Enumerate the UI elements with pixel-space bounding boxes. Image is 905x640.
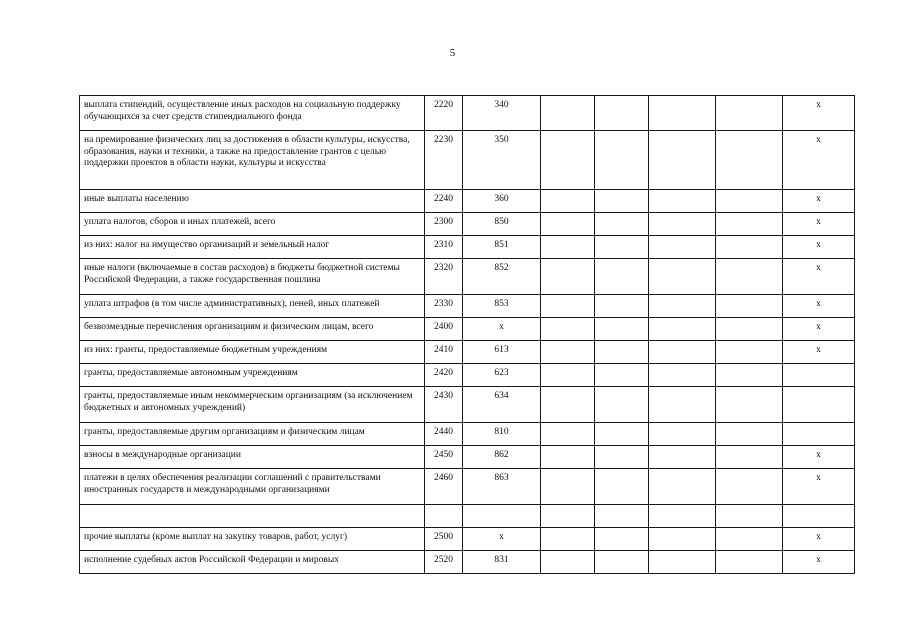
row-kosgu-cell: 634 bbox=[463, 387, 541, 423]
row-code-cell bbox=[425, 505, 463, 528]
row-empty-cell bbox=[541, 364, 595, 387]
row-empty-cell bbox=[649, 423, 716, 446]
row-name-cell: выплата стипендий, осуществление иных расходов на социальную поддержку обучающихся за счет средств стипендиального фонда bbox=[80, 96, 425, 131]
row-kosgu-cell: 831 bbox=[463, 551, 541, 574]
row-code-cell: 2220 bbox=[425, 96, 463, 131]
row-mark-cell: х bbox=[783, 318, 855, 341]
table-row bbox=[80, 236, 855, 259]
row-empty-cell bbox=[541, 505, 595, 528]
row-empty-cell bbox=[716, 236, 783, 259]
row-name-cell: из них: гранты, предоставляемые бюджетным учреждениям bbox=[80, 341, 425, 364]
row-name-cell: платежи в целях обеспечения реализации соглашений с правительствами иностранных государств и международными организациями bbox=[80, 469, 425, 505]
row-code-cell: 2400 bbox=[425, 318, 463, 341]
row-code-cell: 2310 bbox=[425, 236, 463, 259]
row-empty-cell bbox=[541, 551, 595, 574]
row-empty-cell bbox=[541, 295, 595, 318]
row-name-cell bbox=[80, 505, 425, 528]
table-row bbox=[80, 387, 855, 423]
row-mark-cell: х bbox=[783, 295, 855, 318]
row-kosgu-cell: 852 bbox=[463, 259, 541, 295]
row-empty-cell bbox=[595, 213, 649, 236]
table-row bbox=[80, 528, 855, 551]
row-empty-cell bbox=[541, 528, 595, 551]
row-code-cell: 2230 bbox=[425, 131, 463, 190]
row-kosgu-cell: 340 bbox=[463, 96, 541, 131]
row-empty-cell bbox=[649, 259, 716, 295]
table-row bbox=[80, 505, 855, 528]
row-kosgu-cell: х bbox=[463, 318, 541, 341]
table-row bbox=[80, 551, 855, 574]
row-empty-cell bbox=[595, 505, 649, 528]
row-mark-cell: х bbox=[783, 190, 855, 213]
row-empty-cell bbox=[541, 96, 595, 131]
row-empty-cell bbox=[649, 364, 716, 387]
row-kosgu-cell: 862 bbox=[463, 446, 541, 469]
row-code-cell: 2430 bbox=[425, 387, 463, 423]
row-mark-cell bbox=[783, 364, 855, 387]
row-mark-cell bbox=[783, 505, 855, 528]
row-code-cell: 2330 bbox=[425, 295, 463, 318]
row-empty-cell bbox=[716, 341, 783, 364]
row-empty-cell bbox=[595, 259, 649, 295]
table-row bbox=[80, 96, 855, 131]
row-empty-cell bbox=[716, 131, 783, 190]
row-empty-cell bbox=[649, 318, 716, 341]
row-empty-cell bbox=[649, 341, 716, 364]
row-empty-cell bbox=[541, 213, 595, 236]
row-name-cell: уплата штрафов (в том числе административных), пеней, иных платежей bbox=[80, 295, 425, 318]
row-empty-cell bbox=[595, 528, 649, 551]
table-row bbox=[80, 341, 855, 364]
row-empty-cell bbox=[541, 423, 595, 446]
row-name-cell: гранты, предоставляемые автономным учреждениям bbox=[80, 364, 425, 387]
row-empty-cell bbox=[595, 190, 649, 213]
row-name-cell: гранты, предоставляемые иным некоммерческим организациям (за исключением бюджетных и автономных учреждений) bbox=[80, 387, 425, 423]
row-code-cell: 2240 bbox=[425, 190, 463, 213]
page-number: 5 bbox=[449, 47, 456, 59]
row-empty-cell bbox=[716, 318, 783, 341]
row-empty-cell bbox=[716, 469, 783, 505]
row-kosgu-cell: 613 bbox=[463, 341, 541, 364]
row-name-cell: уплата налогов, сборов и иных платежей, всего bbox=[80, 213, 425, 236]
row-empty-cell bbox=[595, 551, 649, 574]
row-name-cell: исполнение судебных актов Российской Федерации и мировых bbox=[80, 551, 425, 574]
table-row bbox=[80, 190, 855, 213]
table-body bbox=[80, 96, 855, 574]
row-empty-cell bbox=[649, 446, 716, 469]
row-empty-cell bbox=[649, 551, 716, 574]
row-kosgu-cell: 853 bbox=[463, 295, 541, 318]
table-row bbox=[80, 446, 855, 469]
row-code-cell: 2420 bbox=[425, 364, 463, 387]
table-row bbox=[80, 318, 855, 341]
row-empty-cell bbox=[649, 469, 716, 505]
row-kosgu-cell: 863 bbox=[463, 469, 541, 505]
row-empty-cell bbox=[716, 213, 783, 236]
row-empty-cell bbox=[649, 295, 716, 318]
row-empty-cell bbox=[716, 190, 783, 213]
row-empty-cell bbox=[595, 469, 649, 505]
table-row bbox=[80, 295, 855, 318]
row-empty-cell bbox=[716, 423, 783, 446]
row-empty-cell bbox=[649, 190, 716, 213]
row-code-cell: 2500 bbox=[425, 528, 463, 551]
table-row bbox=[80, 423, 855, 446]
row-mark-cell: х bbox=[783, 341, 855, 364]
row-empty-cell bbox=[541, 131, 595, 190]
row-mark-cell bbox=[783, 387, 855, 423]
row-empty-cell bbox=[649, 213, 716, 236]
row-empty-cell bbox=[649, 236, 716, 259]
row-mark-cell: х bbox=[783, 528, 855, 551]
row-empty-cell bbox=[595, 364, 649, 387]
row-empty-cell bbox=[716, 387, 783, 423]
row-empty-cell bbox=[649, 96, 716, 131]
row-empty-cell bbox=[716, 364, 783, 387]
row-name-cell: иные налоги (включаемые в состав расходов) в бюджеты бюджетной системы Российской Федерации, а также государственная пошлина bbox=[80, 259, 425, 295]
row-kosgu-cell: 810 bbox=[463, 423, 541, 446]
table-row bbox=[80, 131, 855, 190]
row-code-cell: 2410 bbox=[425, 341, 463, 364]
row-kosgu-cell bbox=[463, 505, 541, 528]
row-empty-cell bbox=[595, 236, 649, 259]
row-kosgu-cell: х bbox=[463, 528, 541, 551]
row-name-cell: взносы в международные организации bbox=[80, 446, 425, 469]
row-empty-cell bbox=[649, 528, 716, 551]
row-empty-cell bbox=[541, 259, 595, 295]
row-empty-cell bbox=[716, 259, 783, 295]
row-mark-cell: х bbox=[783, 446, 855, 469]
row-empty-cell bbox=[716, 96, 783, 131]
row-empty-cell bbox=[541, 236, 595, 259]
row-kosgu-cell: 350 bbox=[463, 131, 541, 190]
row-empty-cell bbox=[541, 469, 595, 505]
row-empty-cell bbox=[595, 295, 649, 318]
table-row bbox=[80, 213, 855, 236]
row-empty-cell bbox=[541, 341, 595, 364]
row-empty-cell bbox=[716, 295, 783, 318]
row-code-cell: 2460 bbox=[425, 469, 463, 505]
row-name-cell: прочие выплаты (кроме выплат на закупку товаров, работ, услуг) bbox=[80, 528, 425, 551]
row-empty-cell bbox=[595, 423, 649, 446]
row-mark-cell: х bbox=[783, 259, 855, 295]
row-code-cell: 2520 bbox=[425, 551, 463, 574]
row-name-cell: на премирование физических лиц за достижения в области культуры, искусства, образования, науки и техники, а также на предоставление грантов с целью поддержки проектов в области науки, культуры и искусства bbox=[80, 131, 425, 190]
table-row bbox=[80, 364, 855, 387]
row-name-cell: иные выплаты населению bbox=[80, 190, 425, 213]
row-name-cell: безвозмездные перечисления организациям и физическим лицам, всего bbox=[80, 318, 425, 341]
row-mark-cell: х bbox=[783, 236, 855, 259]
row-code-cell: 2300 bbox=[425, 213, 463, 236]
expenses-table bbox=[79, 95, 855, 574]
row-mark-cell: х bbox=[783, 469, 855, 505]
row-mark-cell: х bbox=[783, 551, 855, 574]
row-empty-cell bbox=[649, 387, 716, 423]
row-empty-cell bbox=[595, 387, 649, 423]
row-empty-cell bbox=[595, 446, 649, 469]
row-kosgu-cell: 623 bbox=[463, 364, 541, 387]
row-mark-cell: х bbox=[783, 131, 855, 190]
table-row bbox=[80, 469, 855, 505]
row-code-cell: 2320 bbox=[425, 259, 463, 295]
row-empty-cell bbox=[595, 341, 649, 364]
row-empty-cell bbox=[595, 131, 649, 190]
row-empty-cell bbox=[716, 505, 783, 528]
row-empty-cell bbox=[716, 446, 783, 469]
row-empty-cell bbox=[541, 387, 595, 423]
row-empty-cell bbox=[716, 551, 783, 574]
row-empty-cell bbox=[541, 446, 595, 469]
row-empty-cell bbox=[649, 505, 716, 528]
row-name-cell: гранты, предоставляемые другим организациям и физическим лицам bbox=[80, 423, 425, 446]
row-empty-cell bbox=[595, 96, 649, 131]
row-empty-cell bbox=[716, 528, 783, 551]
row-kosgu-cell: 360 bbox=[463, 190, 541, 213]
row-empty-cell bbox=[595, 318, 649, 341]
row-code-cell: 2450 bbox=[425, 446, 463, 469]
row-empty-cell bbox=[649, 131, 716, 190]
row-mark-cell bbox=[783, 423, 855, 446]
row-mark-cell: х bbox=[783, 213, 855, 236]
row-name-cell: из них: налог на имущество организаций и земельный налог bbox=[80, 236, 425, 259]
row-kosgu-cell: 850 bbox=[463, 213, 541, 236]
row-mark-cell: х bbox=[783, 96, 855, 131]
row-code-cell: 2440 bbox=[425, 423, 463, 446]
row-kosgu-cell: 851 bbox=[463, 236, 541, 259]
table-row bbox=[80, 259, 855, 295]
row-empty-cell bbox=[541, 190, 595, 213]
row-empty-cell bbox=[541, 318, 595, 341]
